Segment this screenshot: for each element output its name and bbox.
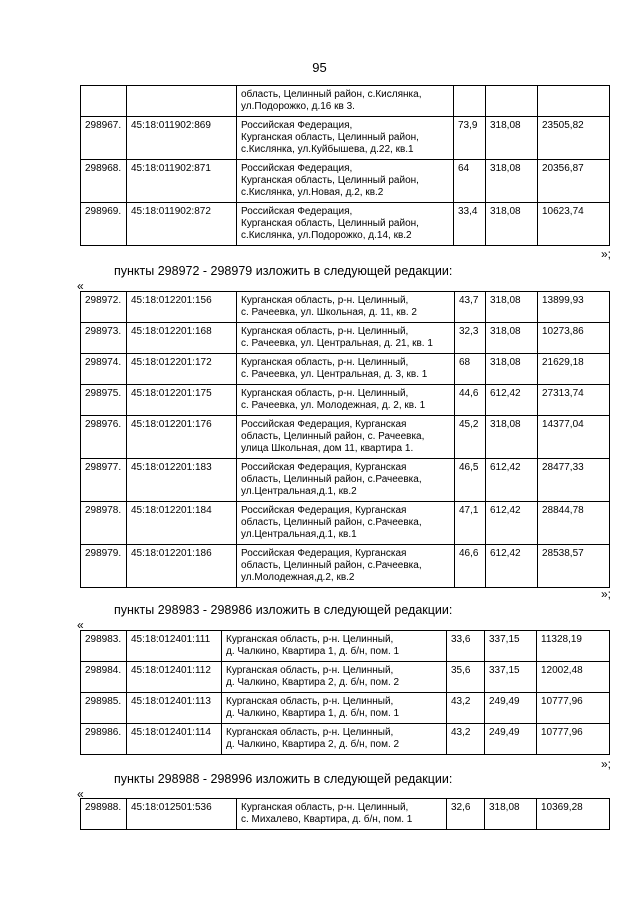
area: 45,2 xyxy=(455,416,486,459)
cadastral-value xyxy=(538,86,610,117)
cadastral-value: 21629,18 xyxy=(538,354,610,385)
table-row xyxy=(81,662,610,693)
cadastral-number: 45:18:012201:186 xyxy=(127,545,237,588)
address: область, Целинный район, с.Кислянка, ул.Подорожко, д.16 кв 3. xyxy=(237,86,454,117)
closing-quote: »; xyxy=(600,247,611,261)
address: Курганская область, р-н. Целинный, д. Чалкино, Квартира 1, д. б/н, пом. 1 xyxy=(222,631,447,662)
cadastral-value: 20356,87 xyxy=(538,160,610,203)
address: Курганская область, р-н. Целинный, с. Рачеевка, ул. Школьная, д. 11, кв. 2 xyxy=(237,292,455,323)
area: 64 xyxy=(454,160,486,203)
address: Курганская область, р-н. Целинный, д. Чалкино, Квартира 2, д. б/н, пом. 2 xyxy=(222,662,447,693)
cadastral-value: 10273,86 xyxy=(538,323,610,354)
table-4 xyxy=(80,798,610,830)
area: 32,3 xyxy=(455,323,486,354)
area: 35,6 xyxy=(447,662,485,693)
table-row xyxy=(81,459,610,502)
area: 43,2 xyxy=(447,693,485,724)
table-row xyxy=(81,631,610,662)
cadastral-number: 45:18:012401:112 xyxy=(127,662,222,693)
table-row xyxy=(81,724,610,755)
cadastral-number: 45:18:012501:536 xyxy=(127,799,237,830)
table-row xyxy=(81,354,610,385)
table-1 xyxy=(80,85,610,246)
cadastral-number xyxy=(127,86,237,117)
cadastral-value: 13899,93 xyxy=(538,292,610,323)
table-1-body xyxy=(81,86,610,246)
rate: 612,42 xyxy=(486,459,538,502)
table-row xyxy=(81,693,610,724)
rate: 612,42 xyxy=(486,385,538,416)
cadastral-number: 45:18:012401:111 xyxy=(127,631,222,662)
table-row xyxy=(81,323,610,354)
area: 73,9 xyxy=(454,117,486,160)
cadastral-number: 45:18:012201:168 xyxy=(127,323,237,354)
rate: 612,42 xyxy=(486,502,538,545)
rate: 318,08 xyxy=(486,416,538,459)
address: Курганская область, р-н. Целинный, с. Рачеевка, ул. Центральная, д. 21, кв. 1 xyxy=(237,323,455,354)
cadastral-number: 45:18:012201:176 xyxy=(127,416,237,459)
rate: 337,15 xyxy=(485,631,537,662)
row-number xyxy=(81,86,127,117)
closing-quote: »; xyxy=(600,587,611,601)
area: 43,7 xyxy=(455,292,486,323)
opening-quote: « xyxy=(77,787,84,801)
cadastral-number: 45:18:012201:175 xyxy=(127,385,237,416)
address: Курганская область, р-н. Целинный, с. Рачеевка, ул. Центральная, д. 3, кв. 1 xyxy=(237,354,455,385)
table-row xyxy=(81,545,610,588)
rate: 337,15 xyxy=(485,662,537,693)
table-2 xyxy=(80,291,610,588)
address: Российская Федерация, Курганская область, Целинный район, с.Кислянка, ул.Подорожко, д.14, кв.2 xyxy=(237,203,454,246)
address: Российская Федерация, Курганская область, Целинный район, с. Рачеевка, улица Школьная, дом 11, квартира 1. xyxy=(237,416,455,459)
area: 33,4 xyxy=(454,203,486,246)
address: Курганская область, р-н. Целинный, д. Чалкино, Квартира 2, д. б/н, пом. 2 xyxy=(222,724,447,755)
table-4-body xyxy=(81,799,610,830)
row-number: 298973. xyxy=(81,323,127,354)
cadastral-value: 10369,28 xyxy=(537,799,610,830)
row-number: 298986. xyxy=(81,724,127,755)
area: 68 xyxy=(455,354,486,385)
row-number: 298976. xyxy=(81,416,127,459)
opening-quote: « xyxy=(77,618,84,632)
rate: 612,42 xyxy=(486,545,538,588)
table-3-body xyxy=(81,631,610,755)
address: Курганская область, р-н. Целинный, с. Михалево, Квартира, д. б/н, пом. 1 xyxy=(237,799,447,830)
row-number: 298978. xyxy=(81,502,127,545)
address: Курганская область, р-н. Целинный, с. Рачеевка, ул. Молодежная, д. 2, кв. 1 xyxy=(237,385,455,416)
address: Курганская область, р-н. Целинный, д. Чалкино, Квартира 1, д. б/н, пом. 1 xyxy=(222,693,447,724)
cadastral-value: 12002,48 xyxy=(537,662,610,693)
table-row xyxy=(81,86,610,117)
rate: 318,08 xyxy=(486,323,538,354)
page-number: 95 xyxy=(312,60,327,75)
table-row xyxy=(81,502,610,545)
rate: 249,49 xyxy=(485,693,537,724)
cadastral-number: 45:18:012201:184 xyxy=(127,502,237,545)
row-number: 298983. xyxy=(81,631,127,662)
row-number: 298985. xyxy=(81,693,127,724)
row-number: 298969. xyxy=(81,203,127,246)
area: 46,6 xyxy=(455,545,486,588)
address: Российская Федерация, Курганская область, Целинный район, с.Кислянка, ул.Новая, д.2, кв.2 xyxy=(237,160,454,203)
cadastral-value: 10623,74 xyxy=(538,203,610,246)
amendment-heading: пункты 298972 - 298979 изложить в следующей редакции: xyxy=(114,264,453,278)
cadastral-number: 45:18:012201:156 xyxy=(127,292,237,323)
opening-quote: « xyxy=(77,279,84,293)
area: 33,6 xyxy=(447,631,485,662)
cadastral-number: 45:18:012401:114 xyxy=(127,724,222,755)
row-number: 298974. xyxy=(81,354,127,385)
rate: 249,49 xyxy=(485,724,537,755)
cadastral-value: 23505,82 xyxy=(538,117,610,160)
amendment-heading: пункты 298983 - 298986 изложить в следующей редакции: xyxy=(114,603,453,617)
table-row xyxy=(81,117,610,160)
table-row xyxy=(81,203,610,246)
rate: 318,08 xyxy=(486,203,538,246)
row-number: 298988. xyxy=(81,799,127,830)
area: 44,6 xyxy=(455,385,486,416)
row-number: 298979. xyxy=(81,545,127,588)
address: Российская Федерация, Курганская область, Целинный район, с.Рачеевка, ул.Центральная,д.1, кв.1 xyxy=(237,502,455,545)
table-row xyxy=(81,416,610,459)
cadastral-value: 11328,19 xyxy=(537,631,610,662)
rate: 318,08 xyxy=(486,117,538,160)
table-row xyxy=(81,160,610,203)
row-number: 298967. xyxy=(81,117,127,160)
cadastral-number: 45:18:012201:172 xyxy=(127,354,237,385)
area: 47,1 xyxy=(455,502,486,545)
address: Российская Федерация, Курганская область, Целинный район, с.Рачеевка, ул.Молодежная,д.2, кв.2 xyxy=(237,545,455,588)
closing-quote: »; xyxy=(600,757,611,771)
row-number: 298968. xyxy=(81,160,127,203)
row-number: 298972. xyxy=(81,292,127,323)
row-number: 298975. xyxy=(81,385,127,416)
cadastral-number: 45:18:011902:871 xyxy=(127,160,237,203)
cadastral-number: 45:18:011902:872 xyxy=(127,203,237,246)
rate: 318,08 xyxy=(485,799,537,830)
row-number: 298977. xyxy=(81,459,127,502)
area: 43,2 xyxy=(447,724,485,755)
rate xyxy=(486,86,538,117)
cadastral-value: 10777,96 xyxy=(537,724,610,755)
rate: 318,08 xyxy=(486,292,538,323)
cadastral-number: 45:18:012401:113 xyxy=(127,693,222,724)
table-row xyxy=(81,799,610,830)
table-3 xyxy=(80,630,610,755)
table-row xyxy=(81,385,610,416)
area: 46,5 xyxy=(455,459,486,502)
cadastral-number: 45:18:012201:183 xyxy=(127,459,237,502)
rate: 318,08 xyxy=(486,354,538,385)
address: Российская Федерация, Курганская область, Целинный район, с.Рачеевка, ул.Центральная,д.1, кв.2 xyxy=(237,459,455,502)
area xyxy=(454,86,486,117)
table-row xyxy=(81,292,610,323)
cadastral-value: 28477,33 xyxy=(538,459,610,502)
row-number: 298984. xyxy=(81,662,127,693)
cadastral-value: 28538,57 xyxy=(538,545,610,588)
table-2-body xyxy=(81,292,610,588)
cadastral-number: 45:18:011902:869 xyxy=(127,117,237,160)
area: 32,6 xyxy=(447,799,485,830)
cadastral-value: 14377,04 xyxy=(538,416,610,459)
rate: 318,08 xyxy=(486,160,538,203)
cadastral-value: 28844,78 xyxy=(538,502,610,545)
address: Российская Федерация, Курганская область, Целинный район, с.Кислянка, ул.Куйбышева, д.22, кв.1 xyxy=(237,117,454,160)
cadastral-value: 27313,74 xyxy=(538,385,610,416)
cadastral-value: 10777,96 xyxy=(537,693,610,724)
amendment-heading: пункты 298988 - 298996 изложить в следующей редакции: xyxy=(114,772,453,786)
